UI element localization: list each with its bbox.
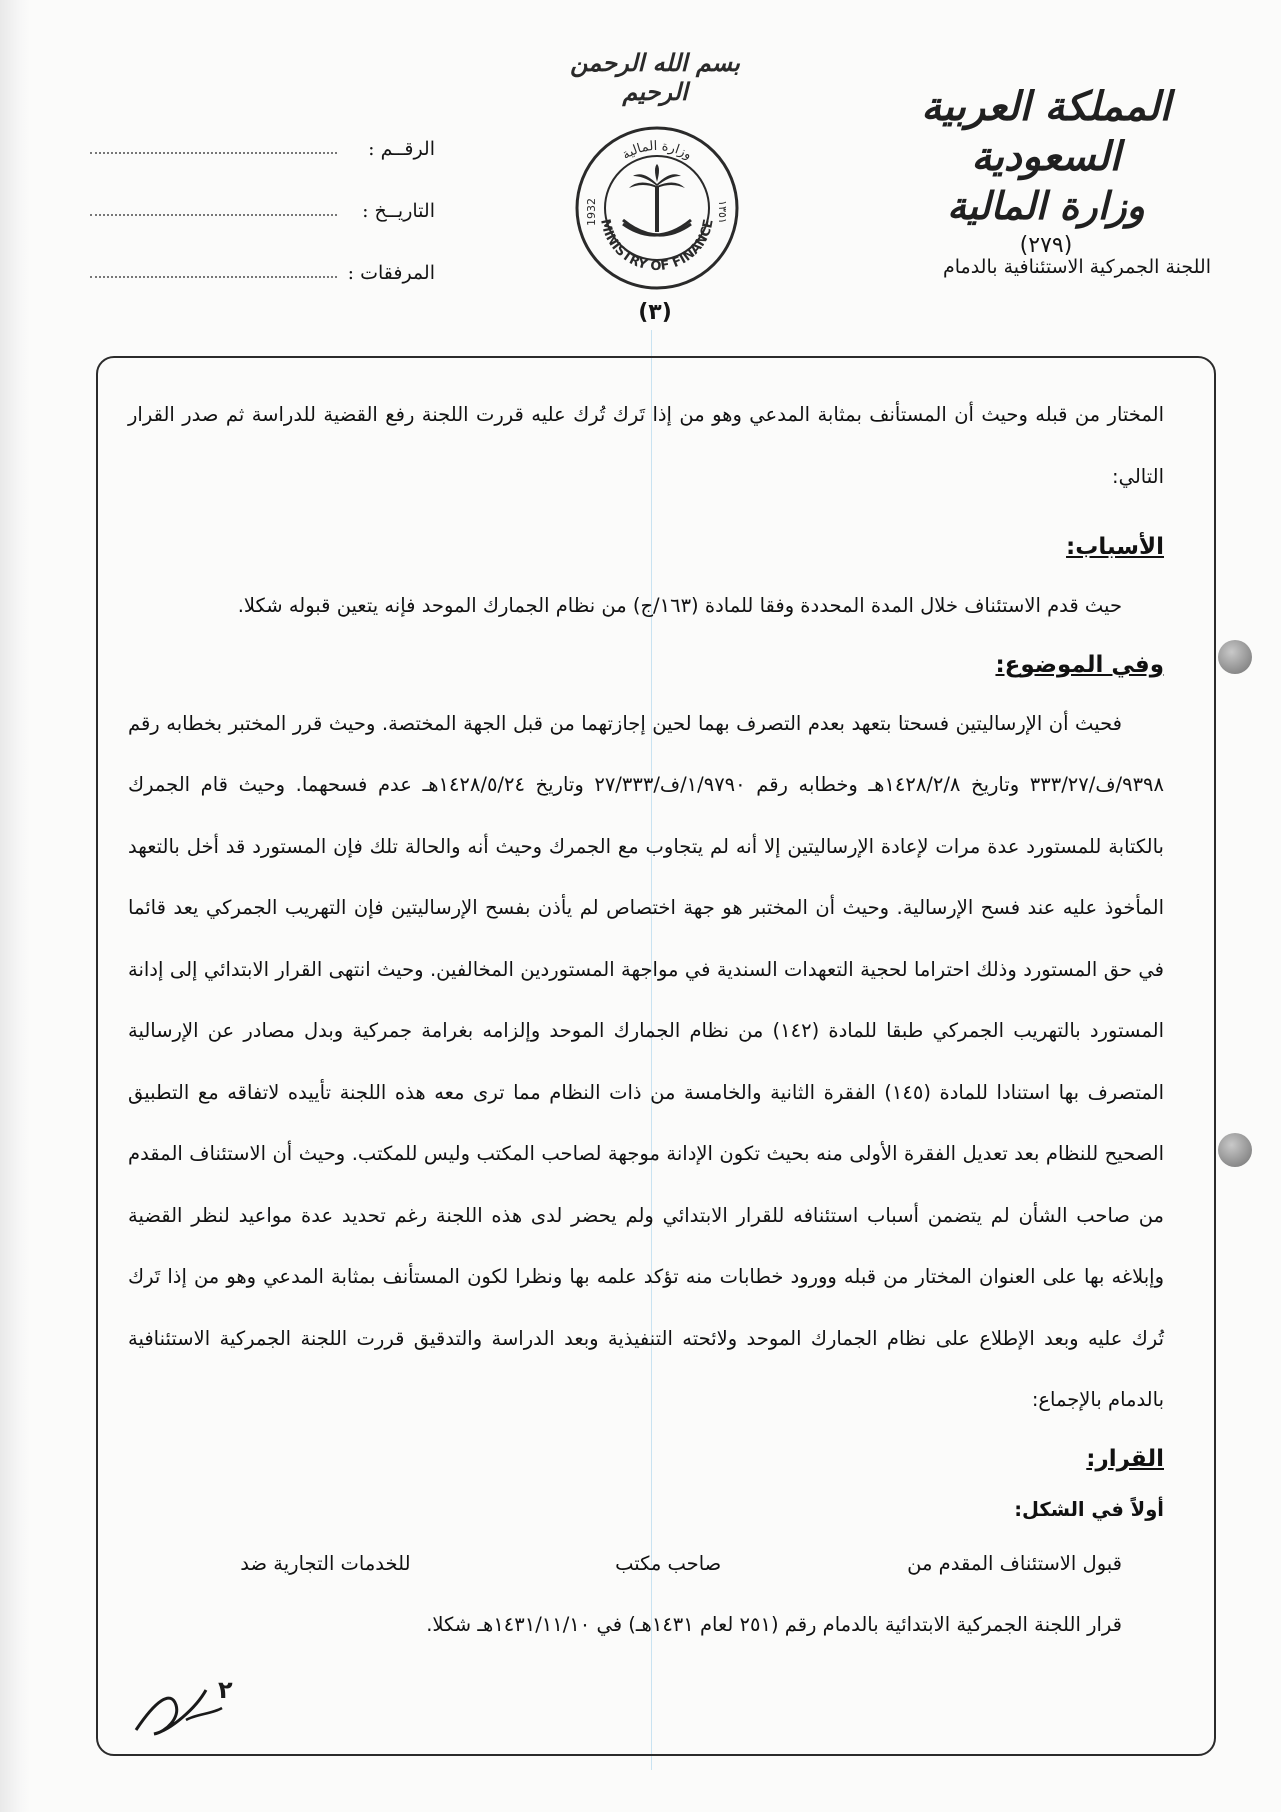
kingdom-name: المملكة العربية السعودية [921, 83, 1171, 180]
reasons-heading: الأسباب: [1066, 534, 1164, 560]
reasons-paragraph: حيث قدم الاستئناف خلال المدة المحددة وفقا للمادة (١٦٣/ج) من نظام الجمارك الموحد فإنه يتعين قبوله شكلا. [237, 594, 1122, 617]
emblem-seal-icon [573, 124, 741, 292]
field-label: التاريــخ : [362, 200, 435, 222]
emblem-ring-top: وزارة المالية [619, 138, 695, 163]
date-field [90, 160, 435, 222]
letterhead [881, 82, 1211, 260]
subject-heading: وفي الموضوع: [995, 651, 1164, 678]
scan-edge-shadow [0, 0, 30, 1812]
field-dots [90, 151, 337, 154]
field-label: المرفقات : [347, 262, 435, 284]
acceptance-line-2: قرار اللجنة الجمركية الابتدائية بالدمام رقم (٢٥١ لعام ١٤٣١هـ) في ١٤٣١/١١/١٠هـ شكلا. [426, 1613, 1122, 1636]
punch-hole-top [1218, 640, 1252, 674]
signature-initial: ٢ [218, 1676, 233, 1704]
ministry-emblem [573, 124, 741, 292]
field-label: الرقــم : [368, 138, 435, 160]
intro-paragraph: المختار من قبله وحيث أن المستأنف بمثابة المدعي وهو من إذا تَرك تُرك عليه قررت اللجنة رفع القضية للدراسة ثم صدر القرار التالي: [128, 403, 1164, 488]
acceptance-line: قبول الاستئناف المقدم من صاحب مكتب للخدمات التجارية ضد [240, 1551, 1122, 1575]
document-number: (٢٧٩) [1019, 233, 1073, 258]
page-number: (٣) [638, 300, 672, 325]
punch-hole-bottom [1218, 1133, 1252, 1167]
emblem-year-left: 1932 [585, 198, 598, 226]
reference-number-field [90, 98, 435, 160]
decision-heading: القرار: [1086, 1445, 1164, 1472]
svg-text:وزارة المالية [620, 139, 695, 163]
committee-name: اللجنة الجمركية الاستئنافية بالدمام [942, 256, 1211, 278]
attachments-field [90, 222, 435, 284]
bismillah: بسم الله الرحمن الرحيم [570, 48, 740, 106]
reference-fields [90, 98, 435, 284]
field-dots [90, 275, 337, 278]
form-subheading: أولاً في الشكل: [1014, 1497, 1164, 1521]
emblem-year-right: ١٣٥١ [716, 200, 729, 224]
emblem-ring-bottom: MINISTRY OF FINANCE [597, 217, 717, 275]
field-dots [90, 213, 337, 216]
palm-swords-icon [623, 164, 691, 235]
document-body [128, 384, 1164, 1656]
subject-paragraph: فحيث أن الإرساليتين فسحتا بتعهد بعدم التصرف بهما لحين إجازتهما من قبل الجهة المختصة. وحيث قرر المختبر بخطابه رقم ٩٣٩٨/ف/٣٣٣/٢٧ وتاريخ ١٤٢٨/٢/٨هـ وخطابه رقم ١/٩٧٩٠/ف/٢٧/٣٣٣ وتاريخ ١٤٢٨/٥/٢٤هـ عدم فسحهما. وحيث قام الجمرك بالكتابة للمستورد عدة مرات لإعادة الإرساليتين إلا أنه لم يتجاوب مع الجمرك وحيث أنه والحالة تلك فإن المستورد قد أخل بالتعهد المأخوذ عليه عند فسح الإرسالية. وحيث أن المختبر هو جهة اختصاص لم يأذن بفسح الإرساليتين فإن التهريب الجمركي يعد قائما في حق المستورد وذلك احتراما لحجية التعهدات السندية في مواجهة المستوردين المخالفين. وحيث انتهى القرار الابتدائي إلى إدانة المستورد بالتهريب الجمركي طبقا للمادة (١٤٢) من نظام الجمارك الموحد وإلزامه بغرامة جمركية وبدل مصادر عن الإرسالية المتصرف بها استنادا للمادة (١٤٥) الفقرة الثانية والخامسة من ذات النظام مما ترى معه هذه اللجنة تأييده لاتفاقه مع التطبيق الصحيح للنظام بعد تعديل الفقرة الأولى منه بحيث تكون الإدانة موجهة لصاحب المكتب وليس للمكتب. وحيث أن الاستئناف المقدم من صاحب الشأن لم يتضمن أسباب استئنافه للقرار الابتدائي ولم يحضر لدى هذه اللجنة رغم تحديد عدة مواعيد لنظر القضية وإبلاغه بها على العنوان المختار من قبله وورود خطابات منه تؤكد علمه بها ونظرا لكون المستأنف بمثابة المدعي وهو من إذا تَرك تُرك عليه وبعد الإطلاع على نظام الجمارك الموحد ولائحته التنفيذية وبعد الدراسة والتدقيق قررت اللجنة الجمركية الاستئنافية بالدمام بالإجماع: [128, 711, 1165, 1411]
ministry-name: وزارة المالية [947, 183, 1145, 228]
handwritten-signature-icon [126, 1660, 246, 1750]
